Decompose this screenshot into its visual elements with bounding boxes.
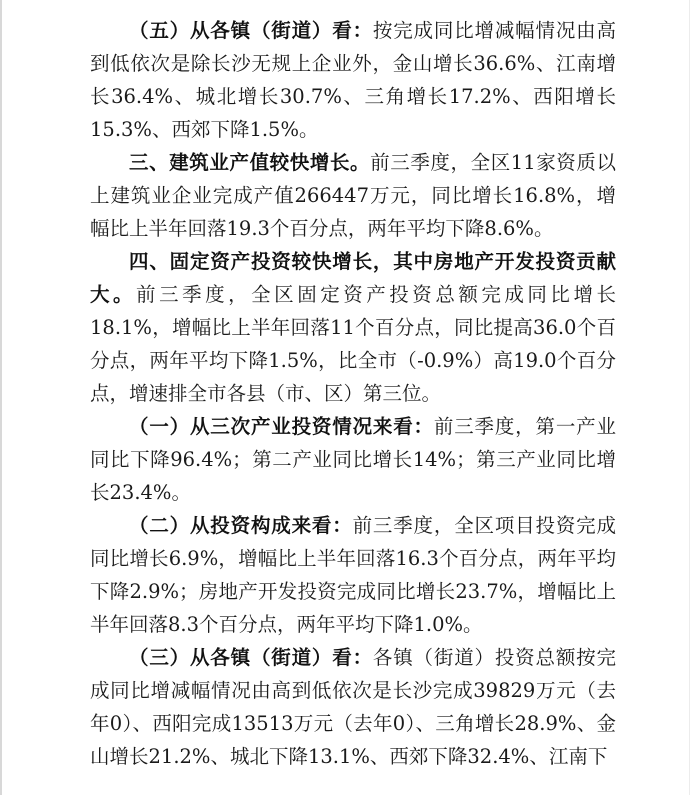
paragraph-towns-investment [90,641,616,773]
document-text [90,14,616,773]
paragraph-heading: （二）从投资构成来看： [129,514,353,537]
paragraph-heading: （三）从各镇（街道）看： [129,646,373,669]
paragraph-heading: （五）从各镇（街道）看： [129,19,373,42]
paragraph-heading: 三、建筑业产值较快增长。 [129,151,371,174]
paragraph-three-industries [90,410,616,509]
paragraph-body: 前三季度，全区项目投资完成同比增长6.9%，增幅比上半年回落16.3个百分点，两年平均下降2.9%；房地产开发投资完成同比增长23.7%，增幅比上半年回落8.3个百分点，两年平均下降1.0%。 [90,514,616,636]
paragraph-fixed-asset-investment [90,245,616,410]
paragraph-body: 前三季度，全区固定资产投资总额完成同比增长18.1%，增幅比上半年回落11个百分点，同比提高36.0个百分点，两年平均下降1.5%，比全市（-0.9%）高19.0个百分点，增速排全市各县（市、区）第三位。 [90,283,616,405]
paragraph-body: 前三季度，全区11家资质以上建筑业企业完成产值266447万元，同比增长16.8%，增幅比上半年回落19.3个百分点，两年平均下降8.6%。 [90,151,616,240]
paragraph-construction [90,146,616,245]
paragraph-heading: 四、固定资产投资较快增长，其中房地产开发投资贡献大。 [90,250,616,306]
paragraph-body: 按完成同比增减幅情况由高到低依次是除长沙无规上企业外，金山增长36.6%、江南增长36.4%、城北增长30.7%、三角增长17.2%、西阳增长15.3%、西郊下降1.5%。 [90,19,616,141]
paragraph-towns-industry [90,14,616,146]
paragraph-heading: （一）从三次产业投资情况来看： [129,415,434,438]
paragraph-body: 前三季度，第一产业同比下降96.4%；第二产业同比增长14%；第三产业同比增长23.4%。 [90,415,616,504]
paragraph-investment-structure [90,509,616,641]
paragraph-body: 各镇（街道）投资总额按完成同比增减幅情况由高到低依次是长沙完成39829万元（去年0）、西阳完成13513万元（去年0）、三角增长28.9%、金山增长21.2%、城北下降13.1%、西郊下降32.4%、江南下 [90,646,616,768]
